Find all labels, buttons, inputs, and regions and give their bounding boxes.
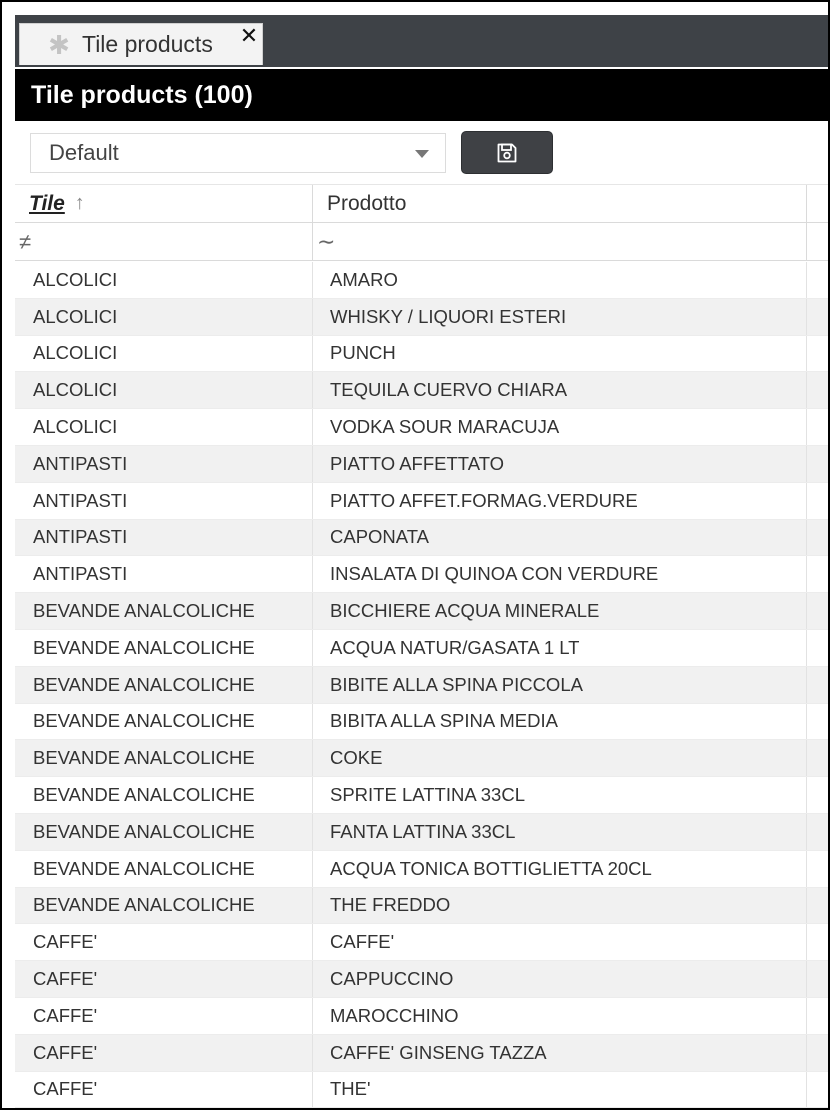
cell-tile: ANTIPASTI xyxy=(15,483,313,519)
cell-prodotto: ACQUA TONICA BOTTIGLIETTA 20CL xyxy=(313,851,807,887)
table-row[interactable] xyxy=(15,336,830,373)
cell-prodotto: CAFFE' xyxy=(313,924,807,960)
table-row[interactable] xyxy=(15,409,830,446)
cell-tile: ANTIPASTI xyxy=(15,446,313,482)
cell-tile: CAFFE' xyxy=(15,1035,313,1071)
sort-ascending-icon: ↑ xyxy=(74,192,85,214)
cell-prodotto: ACQUA NATUR/GASATA 1 LT xyxy=(313,630,807,666)
table-row[interactable] xyxy=(15,372,830,409)
cell-prodotto: CAPPUCCINO xyxy=(313,961,807,997)
cell-prodotto: VODKA SOUR MARACUJA xyxy=(313,409,807,445)
cell-prodotto: PIATTO AFFETTATO xyxy=(313,446,807,482)
table-row[interactable] xyxy=(15,924,830,961)
table-row[interactable] xyxy=(15,630,830,667)
cell-prodotto: AMARO xyxy=(313,262,807,298)
grid-header-row xyxy=(15,184,830,223)
filter-prodotto[interactable] xyxy=(313,223,807,260)
cell-tile: ANTIPASTI xyxy=(15,520,313,556)
table-row[interactable] xyxy=(15,851,830,888)
table-row[interactable] xyxy=(15,483,830,520)
table-row[interactable] xyxy=(15,1072,830,1109)
table-row[interactable] xyxy=(15,998,830,1035)
cell-tile: ALCOLICI xyxy=(15,409,313,445)
gear-icon: ✱ xyxy=(48,29,70,60)
cell-prodotto: THE FREDDO xyxy=(313,888,807,924)
table-row[interactable] xyxy=(15,888,830,925)
cell-tile: BEVANDE ANALCOLICHE xyxy=(15,593,313,629)
cell-tile: ALCOLICI xyxy=(15,372,313,408)
cell-prodotto: BIBITA ALLA SPINA MEDIA xyxy=(313,704,807,740)
cell-prodotto: PUNCH xyxy=(313,336,807,372)
cell-prodotto: SPRITE LATTINA 33CL xyxy=(313,777,807,813)
table-row[interactable] xyxy=(15,593,830,630)
column-header-tile[interactable] xyxy=(15,185,313,222)
view-select[interactable] xyxy=(30,133,446,173)
cell-prodotto: FANTA LATTINA 33CL xyxy=(313,814,807,850)
table-row[interactable] xyxy=(15,704,830,741)
cell-tile: BEVANDE ANALCOLICHE xyxy=(15,740,313,776)
cell-tile: BEVANDE ANALCOLICHE xyxy=(15,667,313,703)
not-equal-icon: ≠ xyxy=(19,228,32,254)
cell-prodotto: BIBITE ALLA SPINA PICCOLA xyxy=(313,667,807,703)
cell-prodotto: BICCHIERE ACQUA MINERALE xyxy=(313,593,807,629)
products-grid xyxy=(15,184,830,1108)
close-icon[interactable]: ✕ xyxy=(239,23,259,48)
table-row[interactable] xyxy=(15,777,830,814)
table-row[interactable] xyxy=(15,556,830,593)
cell-tile: ALCOLICI xyxy=(15,262,313,298)
filter-tile[interactable] xyxy=(15,223,313,260)
cell-tile: BEVANDE ANALCOLICHE xyxy=(15,814,313,850)
cell-prodotto: COKE xyxy=(313,740,807,776)
table-row[interactable] xyxy=(15,262,830,299)
cell-tile: BEVANDE ANALCOLICHE xyxy=(15,777,313,813)
table-row[interactable] xyxy=(15,961,830,998)
toolbar xyxy=(15,121,830,184)
table-row[interactable] xyxy=(15,740,830,777)
cell-prodotto: INSALATA DI QUINOA CON VERDURE xyxy=(313,556,807,592)
table-row[interactable] xyxy=(15,1035,830,1072)
cell-tile: ALCOLICI xyxy=(15,336,313,372)
tab-strip xyxy=(15,15,830,67)
cell-tile: CAFFE' xyxy=(15,998,313,1034)
save-button[interactable] xyxy=(461,131,553,174)
cell-tile: BEVANDE ANALCOLICHE xyxy=(15,630,313,666)
view-select-value: Default xyxy=(49,140,119,165)
cell-prodotto: TEQUILA CUERVO CHIARA xyxy=(313,372,807,408)
cell-prodotto: PIATTO AFFET.FORMAG.VERDURE xyxy=(313,483,807,519)
page-title: Tile products (100) xyxy=(15,69,830,121)
cell-tile: BEVANDE ANALCOLICHE xyxy=(15,851,313,887)
cell-prodotto: WHISKY / LIQUORI ESTERI xyxy=(313,299,807,335)
cell-tile: CAFFE' xyxy=(15,1072,313,1108)
table-row[interactable] xyxy=(15,520,830,557)
cell-tile: BEVANDE ANALCOLICHE xyxy=(15,888,313,924)
cell-tile: CAFFE' xyxy=(15,961,313,997)
column-header-tile-label: Tile xyxy=(29,191,65,215)
cell-prodotto: THE' xyxy=(313,1072,807,1108)
chevron-down-icon xyxy=(415,150,429,158)
cell-prodotto: MAROCCHINO xyxy=(313,998,807,1034)
cell-prodotto: CAFFE' GINSENG TAZZA xyxy=(313,1035,807,1071)
table-row[interactable] xyxy=(15,446,830,483)
column-header-prodotto[interactable] xyxy=(313,185,807,222)
table-row[interactable] xyxy=(15,667,830,704)
grid-body xyxy=(15,262,830,1108)
cell-tile: CAFFE' xyxy=(15,924,313,960)
cell-tile: ALCOLICI xyxy=(15,299,313,335)
cell-tile: BEVANDE ANALCOLICHE xyxy=(15,704,313,740)
cell-tile: ANTIPASTI xyxy=(15,556,313,592)
column-header-prodotto-label: Prodotto xyxy=(327,191,407,215)
table-row[interactable] xyxy=(15,814,830,851)
floppy-disk-icon xyxy=(495,141,519,165)
table-row[interactable] xyxy=(15,299,830,336)
cell-prodotto: CAPONATA xyxy=(313,520,807,556)
tab-tile-products[interactable] xyxy=(19,23,263,65)
grid-filter-row xyxy=(15,223,830,261)
tab-label: Tile products xyxy=(82,31,213,57)
contains-icon: ∼ xyxy=(317,228,336,254)
